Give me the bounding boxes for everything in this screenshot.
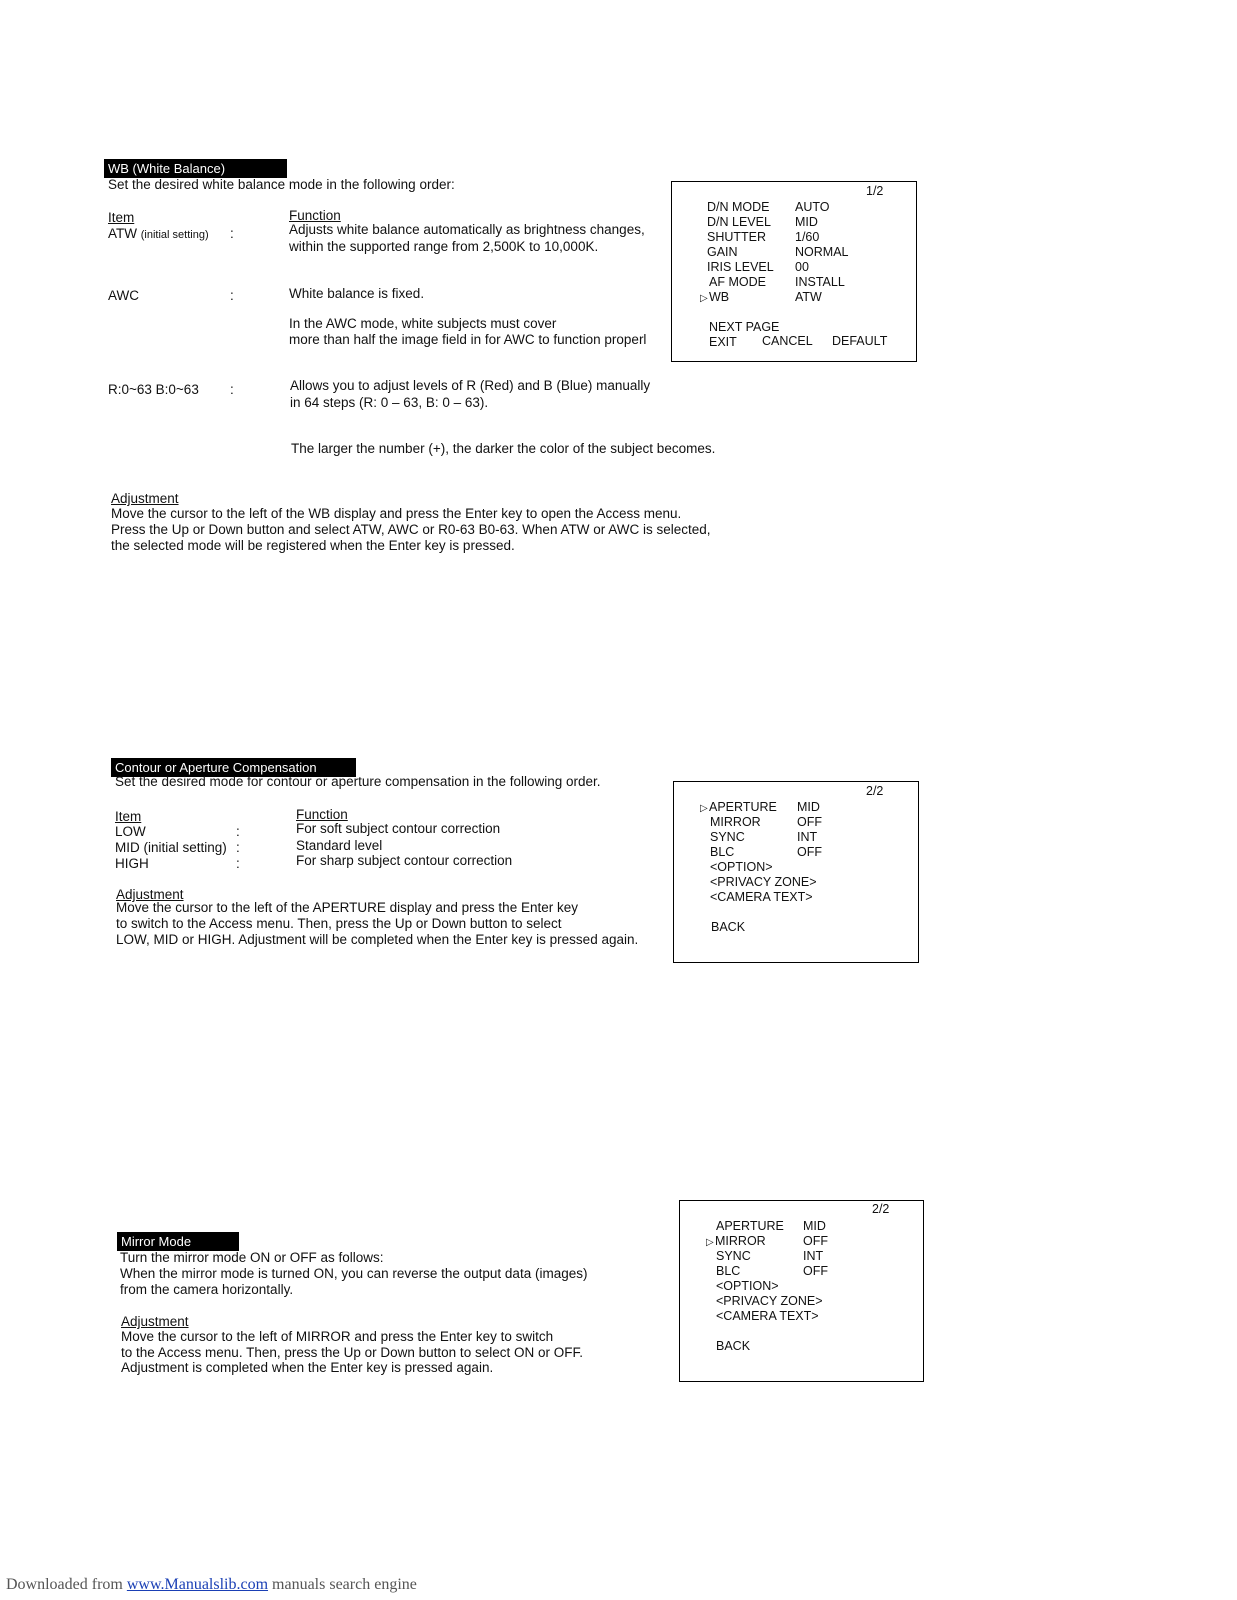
wb-colon: : [230,288,234,303]
menu-row-privacy-zone: <PRIVACY ZONE> [710,875,817,889]
menu-default: DEFAULT [832,334,888,348]
mirror-adjustment-line: Move the cursor to the left of MIRROR and press the Enter key to switch [121,1329,554,1344]
menu-exit: EXIT [709,335,737,349]
contour-function-mid: Standard level [296,838,383,853]
contour-colon: : [236,856,240,871]
menu-row-option: <OPTION> [716,1279,779,1293]
contour-function-header: Function [296,807,348,822]
wb-item-atw-note: (initial setting) [140,229,209,241]
menu-value: MID [797,800,820,814]
menu-label: IRIS LEVEL [707,260,774,274]
menu-value: ATW [795,290,822,304]
menu-cancel: CANCEL [762,334,813,348]
menu-label: D/N LEVEL [707,215,771,229]
menu-label: BLC [716,1264,741,1278]
mirror-section-heading: Mirror Mode [117,1232,239,1251]
mirror-adjustment-title: Adjustment [121,1314,189,1329]
mirror-adjustment-line: Adjustment is completed when the Enter key is pressed again. [121,1360,494,1375]
wb-intro: Set the desired white balance mode in the following order: [108,177,455,192]
mirror-intro-line: Turn the mirror mode ON or OFF as follows: [120,1250,384,1265]
wb-item-rb: R:0~63 B:0~63 [108,382,199,397]
menu-back: BACK [716,1339,751,1353]
menu-label: AF MODE [709,275,766,289]
contour-colon: : [236,824,240,839]
wb-item-header: Item [108,210,135,225]
menu-row-camera-text: <CAMERA TEXT> [716,1309,819,1323]
wb-colon: : [230,382,234,397]
menu-label: D/N MODE [707,200,770,214]
wb-awc-note-line: In the AWC mode, white subjects must cover [289,316,557,331]
menu-label: GAIN [707,245,738,259]
wb-function-header: Function [289,208,341,223]
menu-page-number: 2/2 [872,1202,890,1216]
wb-rb-function-line: Allows you to adjust levels of R (Red) and B (Blue) manually [290,378,651,393]
contour-function-high: For sharp subject contour correction [296,853,513,868]
contour-colon: : [236,840,240,855]
wb-atw-function-line: Adjusts white balance automatically as brightness changes, [289,222,645,237]
menu-cursor-icon: ▷ [700,293,708,304]
wb-awc-function-line: White balance is fixed. [289,286,425,301]
menu-next-page: NEXT PAGE [709,320,780,334]
contour-item-low: LOW [115,824,146,839]
contour-intro: Set the desired mode for contour or aperture compensation in the following order. [115,774,601,789]
menu-value: MID [803,1219,826,1233]
mirror-intro-line: from the camera horizontally. [120,1282,294,1297]
contour-item-mid: MID (initial setting) [115,840,227,855]
menu-page-number: 1/2 [866,184,884,198]
menu-row-camera-text: <CAMERA TEXT> [710,890,813,904]
menu-value: INT [797,830,818,844]
manualslib-link[interactable]: www.Manualslib.com [126,1576,269,1593]
download-footer [6,1576,417,1594]
menu-value: AUTO [795,200,830,214]
menu-value: OFF [803,1264,828,1278]
contour-adjustment-line: LOW, MID or HIGH. Adjustment will be completed when the Enter key is pressed again. [116,932,639,947]
menu-cursor-icon: ▷ [706,1237,714,1248]
wb-adjustment-title: Adjustment [111,491,179,506]
wb-adjustment-line: the selected mode will be registered when the Enter key is pressed. [111,538,515,553]
wb-item-atw [108,226,209,243]
menu-label: SYNC [716,1249,751,1263]
menu-row-option: <OPTION> [710,860,773,874]
contour-item-header: Item [115,809,142,824]
wb-item-awc: AWC [108,288,139,303]
wb-rb-function-line: in 64 steps (R: 0 – 63, B: 0 – 63). [290,395,489,410]
footer-suffix: manuals search engine [268,1576,417,1593]
contour-adjustment-title: Adjustment [116,887,184,902]
contour-adjustment-line: to switch to the Access menu. Then, press the Up or Down button to select [116,916,562,931]
contour-function-low: For soft subject contour correction [296,821,501,836]
wb-colon: : [230,226,234,241]
menu-value: NORMAL [795,245,849,259]
mirror-intro-line: When the mirror mode is turned ON, you can reverse the output data (images) [120,1266,588,1281]
menu-row-privacy-zone: <PRIVACY ZONE> [716,1294,823,1308]
menu-label: APERTURE [709,800,777,814]
wb-awc-note-line: more than half the image field in for AWC to function properl [289,332,647,347]
menu-label: SHUTTER [707,230,767,244]
menu-back: BACK [711,920,746,934]
menu-value: OFF [803,1234,828,1248]
menu-value: INSTALL [795,275,845,289]
contour-adjustment-line: Move the cursor to the left of the APERTURE display and press the Enter key [116,900,578,915]
contour-section-heading: Contour or Aperture Compensation [111,758,356,777]
mirror-adjustment-line: to the Access menu. Then, press the Up or Down button to select ON or OFF. [121,1345,583,1360]
wb-rb-note: The larger the number (+), the darker the color of the subject becomes. [291,441,716,456]
contour-item-high: HIGH [115,856,149,871]
menu-label: SYNC [710,830,745,844]
wb-item-atw-label: ATW [108,226,137,241]
menu-label: WB [709,290,730,304]
menu-value: MID [795,215,818,229]
menu-value: 00 [795,260,809,274]
menu-label: APERTURE [716,1219,784,1233]
menu-value: INT [803,1249,824,1263]
menu-value: 1/60 [795,230,820,244]
wb-adjustment-line: Press the Up or Down button and select ATW, AWC or R0-63 B0-63. When ATW or AWC is selected, [111,522,711,537]
menu-value: OFF [797,815,822,829]
wb-section-heading: WB (White Balance) [104,159,287,178]
menu-cursor-icon: ▷ [700,803,708,814]
wb-atw-function-line: within the supported range from 2,500K to 10,000K. [289,239,599,254]
menu-label: MIRROR [715,1234,766,1248]
mirror-osd-menu [679,1200,924,1382]
menu-label: MIRROR [710,815,761,829]
menu-page-number: 2/2 [866,784,884,798]
menu-value: OFF [797,845,822,859]
wb-adjustment-line: Move the cursor to the left of the WB display and press the Enter key to open the Access menu. [111,506,682,521]
menu-label: BLC [710,845,735,859]
wb-osd-menu [671,181,917,362]
footer-prefix: Downloaded from [6,1576,127,1593]
contour-osd-menu [673,781,919,963]
